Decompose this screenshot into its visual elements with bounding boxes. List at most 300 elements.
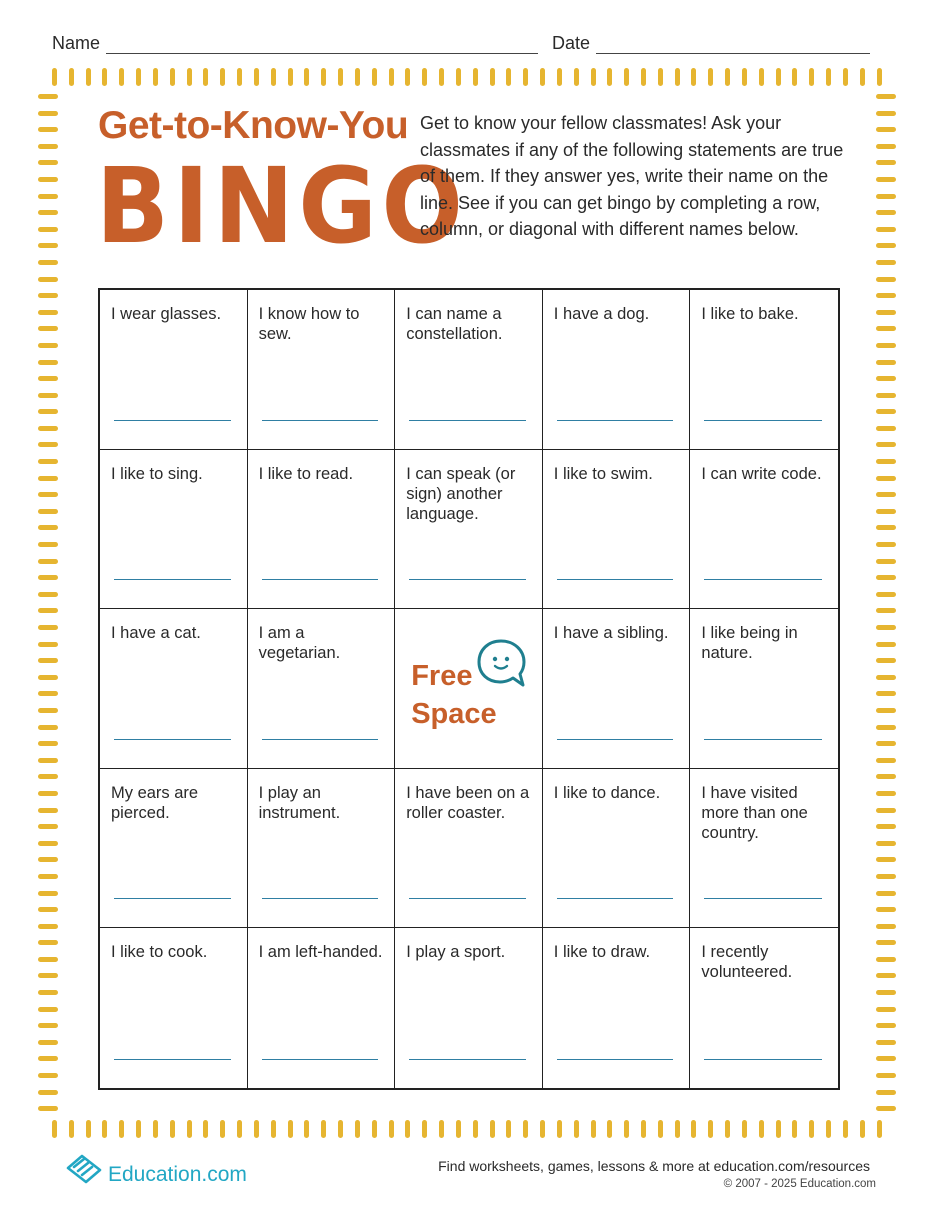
border-dash xyxy=(38,360,58,365)
border-dash xyxy=(876,525,896,530)
border-dash xyxy=(876,509,896,514)
bingo-cell xyxy=(543,450,691,610)
border-dash xyxy=(591,1120,596,1138)
classmate-name-line[interactable] xyxy=(557,898,674,899)
classmate-name-line[interactable] xyxy=(557,420,674,421)
classmate-name-line[interactable] xyxy=(114,898,231,899)
border-dash xyxy=(876,442,896,447)
bingo-cell xyxy=(690,290,838,450)
border-dash xyxy=(38,459,58,464)
border-dash xyxy=(876,1073,896,1078)
bingo-cell xyxy=(395,450,543,610)
border-dash xyxy=(38,891,58,896)
bingo-statement: I recently volunteered. xyxy=(701,943,793,982)
border-dash xyxy=(876,1040,896,1045)
border-dash xyxy=(38,874,58,879)
bingo-cell xyxy=(248,769,396,929)
border-dash xyxy=(473,1120,478,1138)
border-dash xyxy=(38,957,58,962)
border-dash xyxy=(708,1120,713,1138)
border-dash xyxy=(38,426,58,431)
classmate-name-line[interactable] xyxy=(262,579,379,580)
border-dash xyxy=(38,608,58,613)
border-dash xyxy=(38,841,58,846)
bingo-cell xyxy=(248,609,396,769)
border-dash xyxy=(38,243,58,248)
border-dash xyxy=(321,1120,326,1138)
border-dash xyxy=(691,1120,696,1138)
classmate-name-line[interactable] xyxy=(262,1059,379,1060)
border-dash xyxy=(136,1120,141,1138)
border-dash xyxy=(776,68,781,86)
bingo-cell xyxy=(395,769,543,929)
border-dash xyxy=(876,1056,896,1061)
border-dash xyxy=(876,973,896,978)
border-dash xyxy=(38,741,58,746)
border-dash xyxy=(876,741,896,746)
bingo-cell xyxy=(543,769,691,929)
classmate-name-line[interactable] xyxy=(409,579,526,580)
border-dash xyxy=(405,68,410,86)
classmate-name-line[interactable] xyxy=(262,898,379,899)
border-dash xyxy=(876,675,896,680)
bingo-cell xyxy=(395,290,543,450)
border-dash xyxy=(355,68,360,86)
border-dash xyxy=(389,1120,394,1138)
border-dash xyxy=(876,841,896,846)
bingo-cell xyxy=(248,290,396,450)
border-dash xyxy=(38,824,58,829)
border-dash xyxy=(876,758,896,763)
title-subheading: Get-to-Know-You xyxy=(98,104,409,147)
border-dash xyxy=(38,1007,58,1012)
border-dash xyxy=(876,310,896,315)
bingo-statement: I can name a constellation. xyxy=(406,305,503,343)
bingo-statement: I like to cook. xyxy=(111,943,208,962)
bingo-cell xyxy=(543,290,691,450)
border-dash xyxy=(38,675,58,680)
border-dash xyxy=(170,68,175,86)
border-dash xyxy=(826,68,831,86)
border-dash xyxy=(38,376,58,381)
name-date-header xyxy=(52,30,882,54)
border-dash xyxy=(540,1120,545,1138)
border-dash xyxy=(38,476,58,481)
border-dash xyxy=(38,907,58,912)
bingo-cell xyxy=(100,609,248,769)
bingo-cell xyxy=(543,609,691,769)
border-dash xyxy=(422,1120,427,1138)
border-dash xyxy=(439,68,444,86)
bingo-statement: I can speak (or sign) another language. xyxy=(406,464,516,523)
bingo-statement: I like being in nature. xyxy=(701,624,798,663)
border-dash xyxy=(389,68,394,86)
classmate-name-line[interactable] xyxy=(409,1059,526,1060)
border-dash xyxy=(271,68,276,86)
border-dash xyxy=(38,990,58,995)
border-dash xyxy=(843,68,848,86)
border-dash xyxy=(506,68,511,86)
border-dash xyxy=(876,94,896,99)
classmate-name-line[interactable] xyxy=(114,1059,231,1060)
border-dash xyxy=(473,68,478,86)
education-logo-icon xyxy=(64,1148,104,1188)
name-label: Name xyxy=(52,33,101,53)
border-dash xyxy=(170,1120,175,1138)
bingo-statement: I can write code. xyxy=(701,464,822,483)
border-dash xyxy=(38,774,58,779)
classmate-name-line[interactable] xyxy=(262,420,379,421)
border-dash xyxy=(38,227,58,232)
border-dash xyxy=(38,393,58,398)
border-dash xyxy=(876,608,896,613)
border-dash xyxy=(220,1120,225,1138)
border-dash xyxy=(876,277,896,282)
border-dash xyxy=(52,1120,57,1138)
bingo-statement: I have visited more than one country. xyxy=(701,783,808,842)
border-dash xyxy=(321,68,326,86)
bingo-statement: I play a sport. xyxy=(406,943,506,962)
border-dash xyxy=(759,68,764,86)
border-dash xyxy=(876,111,896,116)
border-dash xyxy=(876,409,896,414)
classmate-name-line[interactable] xyxy=(704,1059,822,1060)
border-dash xyxy=(876,808,896,813)
border-dash xyxy=(38,708,58,713)
border-dash xyxy=(38,293,58,298)
free-space-line1: Free xyxy=(411,660,473,693)
classmate-name-line[interactable] xyxy=(557,739,674,740)
border-dash xyxy=(187,1120,192,1138)
border-dash xyxy=(490,1120,495,1138)
border-dash xyxy=(38,1073,58,1078)
border-dash xyxy=(876,559,896,564)
border-dash xyxy=(38,575,58,580)
border-dash xyxy=(876,990,896,995)
bingo-statement: I have a dog. xyxy=(553,305,650,323)
border-dash xyxy=(38,160,58,165)
border-dash xyxy=(658,1120,663,1138)
free-space-line2: Space xyxy=(411,698,497,731)
border-dash xyxy=(876,492,896,497)
border-dash xyxy=(338,68,343,86)
border-dash xyxy=(119,1120,124,1138)
border-dash xyxy=(876,326,896,331)
border-dash xyxy=(876,957,896,962)
border-dash xyxy=(38,1040,58,1045)
border-dash xyxy=(38,1056,58,1061)
border-dash xyxy=(38,260,58,265)
border-dash xyxy=(405,1120,410,1138)
bingo-cell xyxy=(100,450,248,610)
bingo-statement: I like to sing. xyxy=(111,464,203,483)
border-dash xyxy=(776,1120,781,1138)
border-dash xyxy=(607,1120,612,1138)
border-dash xyxy=(38,277,58,282)
border-dash xyxy=(675,68,680,86)
border-dash xyxy=(422,68,427,86)
classmate-name-line[interactable] xyxy=(262,739,379,740)
bingo-cell xyxy=(100,290,248,450)
border-dash xyxy=(523,1120,528,1138)
border-dash xyxy=(38,857,58,862)
border-dash xyxy=(38,409,58,414)
border-dash xyxy=(372,1120,377,1138)
border-dash xyxy=(809,68,814,86)
border-dash xyxy=(557,68,562,86)
border-dash xyxy=(624,1120,629,1138)
border-dash xyxy=(876,891,896,896)
border-dash xyxy=(591,68,596,86)
border-dash xyxy=(38,326,58,331)
border-dash xyxy=(877,1120,882,1138)
border-dash xyxy=(38,559,58,564)
border-right xyxy=(876,94,896,1112)
border-dash xyxy=(876,924,896,929)
bingo-statement: I wear glasses. xyxy=(111,305,222,323)
border-dash xyxy=(877,68,882,86)
border-dash xyxy=(876,144,896,149)
classmate-name-line[interactable] xyxy=(704,420,822,421)
bingo-cell xyxy=(100,769,248,929)
border-dash xyxy=(254,1120,259,1138)
border-dash xyxy=(876,243,896,248)
border-dash xyxy=(876,1023,896,1028)
border-dash xyxy=(876,907,896,912)
classmate-name-line[interactable] xyxy=(409,420,526,421)
smiling-speech-bubble-icon xyxy=(473,635,529,691)
border-dash xyxy=(557,1120,562,1138)
bingo-cell xyxy=(100,928,248,1088)
border-dash xyxy=(372,68,377,86)
classmate-name-line[interactable] xyxy=(114,579,231,580)
border-dash xyxy=(338,1120,343,1138)
border-dash xyxy=(876,393,896,398)
border-dash xyxy=(38,442,58,447)
bingo-statement: I have a cat. xyxy=(111,624,201,643)
border-dash xyxy=(203,1120,208,1138)
border-dash xyxy=(38,1090,58,1095)
classmate-name-line[interactable] xyxy=(409,898,526,899)
border-dash xyxy=(876,575,896,580)
border-dash xyxy=(355,1120,360,1138)
bingo-statement: I know how to sew. xyxy=(258,305,360,343)
border-dash xyxy=(38,509,58,514)
border-dash xyxy=(658,68,663,86)
border-dash xyxy=(759,1120,764,1138)
classmate-name-line[interactable] xyxy=(557,1059,674,1060)
border-dash xyxy=(38,758,58,763)
border-dash xyxy=(456,1120,461,1138)
border-dash xyxy=(876,210,896,215)
logo-text: Education.com xyxy=(108,1163,247,1186)
border-dash xyxy=(641,68,646,86)
border-dash xyxy=(876,227,896,232)
bingo-cell xyxy=(248,450,396,610)
border-dash xyxy=(876,177,896,182)
border-dash xyxy=(876,874,896,879)
bingo-statement: I play an instrument. xyxy=(258,783,341,822)
border-dash xyxy=(876,658,896,663)
border-dash xyxy=(237,68,242,86)
bingo-cell xyxy=(690,609,838,769)
education-logo[interactable] xyxy=(64,1148,247,1188)
free-space-cell xyxy=(395,609,543,769)
border-dash xyxy=(876,691,896,696)
border-dash xyxy=(624,68,629,86)
bingo-grid xyxy=(98,288,840,1090)
classmate-name-line[interactable] xyxy=(704,739,822,740)
border-dash xyxy=(876,1007,896,1012)
classmate-name-line[interactable] xyxy=(704,898,822,899)
border-dash xyxy=(38,791,58,796)
border-dash xyxy=(792,1120,797,1138)
border-dash xyxy=(38,592,58,597)
border-dash xyxy=(876,824,896,829)
border-dash xyxy=(876,343,896,348)
border-dash xyxy=(304,1120,309,1138)
border-dash xyxy=(38,210,58,215)
border-dash xyxy=(288,1120,293,1138)
border-dash xyxy=(876,940,896,945)
bingo-statement: I have been on a roller coaster. xyxy=(406,783,530,822)
bingo-cell xyxy=(395,928,543,1088)
instructions-text: Get to know your fellow classmates! Ask your classmates if any of the following statements are true of them. If they answer yes, write their name on the line. See if you can get bingo by completing a row, column, or diagonal with different names below. xyxy=(420,113,844,240)
border-dash xyxy=(69,68,74,86)
border-dash xyxy=(38,1106,58,1111)
border-dash xyxy=(187,68,192,86)
border-dash xyxy=(38,111,58,116)
name-field[interactable] xyxy=(106,36,538,54)
border-dash xyxy=(876,725,896,730)
border-dash xyxy=(38,658,58,663)
border-dash xyxy=(876,459,896,464)
border-dash xyxy=(38,343,58,348)
bingo-cell xyxy=(248,928,396,1088)
border-dash xyxy=(86,68,91,86)
border-dash xyxy=(38,1023,58,1028)
border-dash xyxy=(490,68,495,86)
border-dash xyxy=(38,691,58,696)
border-dash xyxy=(876,542,896,547)
border-dash xyxy=(304,68,309,86)
bingo-cell xyxy=(690,769,838,929)
border-dash xyxy=(52,68,57,86)
border-dash xyxy=(69,1120,74,1138)
classmate-name-line[interactable] xyxy=(557,579,674,580)
border-dash xyxy=(86,1120,91,1138)
border-dash xyxy=(439,1120,444,1138)
border-dash xyxy=(843,1120,848,1138)
border-dash xyxy=(876,476,896,481)
classmate-name-line[interactable] xyxy=(704,579,822,580)
border-dash xyxy=(38,310,58,315)
border-dash xyxy=(102,1120,107,1138)
border-dash xyxy=(876,791,896,796)
border-left xyxy=(38,94,58,1112)
border-dash xyxy=(876,260,896,265)
border-dash xyxy=(876,708,896,713)
bingo-statement: I like to swim. xyxy=(553,464,653,483)
border-dash xyxy=(708,68,713,86)
border-dash xyxy=(38,642,58,647)
border-dash xyxy=(876,293,896,298)
border-dash xyxy=(38,625,58,630)
border-dash xyxy=(876,360,896,365)
bingo-statement: I like to bake. xyxy=(701,305,799,323)
border-dash xyxy=(792,68,797,86)
border-dash xyxy=(876,426,896,431)
border-dash xyxy=(506,1120,511,1138)
bingo-statement: My ears are pierced. xyxy=(111,783,199,822)
title-bingo: BINGO xyxy=(96,145,468,267)
bingo-cell xyxy=(690,450,838,610)
border-dash xyxy=(254,68,259,86)
border-dash xyxy=(876,160,896,165)
bingo-statement: I like to dance. xyxy=(553,783,661,802)
border-dash xyxy=(860,68,865,86)
border-dash xyxy=(220,68,225,86)
border-dash xyxy=(540,68,545,86)
border-dash xyxy=(607,68,612,86)
border-dash xyxy=(574,1120,579,1138)
border-dash xyxy=(119,68,124,86)
border-dash xyxy=(38,177,58,182)
border-dash xyxy=(102,68,107,86)
border-dash xyxy=(876,127,896,132)
border-top xyxy=(52,68,882,86)
date-field[interactable] xyxy=(596,36,870,54)
bingo-statement: I am a vegetarian. xyxy=(258,624,341,663)
bingo-statement: I like to draw. xyxy=(553,943,651,962)
border-dash xyxy=(574,68,579,86)
footer-tagline[interactable]: Find worksheets, games, lessons & more at education.com/resources xyxy=(438,1158,870,1174)
border-dash xyxy=(38,194,58,199)
border-dash xyxy=(742,1120,747,1138)
border-dash xyxy=(38,973,58,978)
border-dash xyxy=(136,68,141,86)
border-dash xyxy=(876,625,896,630)
border-dash xyxy=(38,924,58,929)
border-dash xyxy=(237,1120,242,1138)
border-dash xyxy=(876,774,896,779)
border-dash xyxy=(742,68,747,86)
border-dash xyxy=(641,1120,646,1138)
classmate-name-line[interactable] xyxy=(114,420,231,421)
border-dash xyxy=(38,144,58,149)
classmate-name-line[interactable] xyxy=(114,739,231,740)
date-label: Date xyxy=(552,33,591,53)
border-dash xyxy=(38,725,58,730)
border-dash xyxy=(725,68,730,86)
bingo-statement: I am left-handed. xyxy=(258,943,383,962)
footer-copyright: © 2007 - 2025 Education.com xyxy=(723,1178,876,1190)
bingo-cell xyxy=(543,928,691,1088)
border-dash xyxy=(288,68,293,86)
border-dash xyxy=(38,127,58,132)
border-dash xyxy=(876,1106,896,1111)
border-dash xyxy=(809,1120,814,1138)
bingo-cell xyxy=(690,928,838,1088)
border-dash xyxy=(876,194,896,199)
border-dash xyxy=(153,68,158,86)
border-dash xyxy=(523,68,528,86)
border-bottom xyxy=(52,1120,882,1138)
border-dash xyxy=(38,542,58,547)
border-dash xyxy=(38,492,58,497)
bingo-statement: I like to read. xyxy=(258,464,354,483)
border-dash xyxy=(860,1120,865,1138)
